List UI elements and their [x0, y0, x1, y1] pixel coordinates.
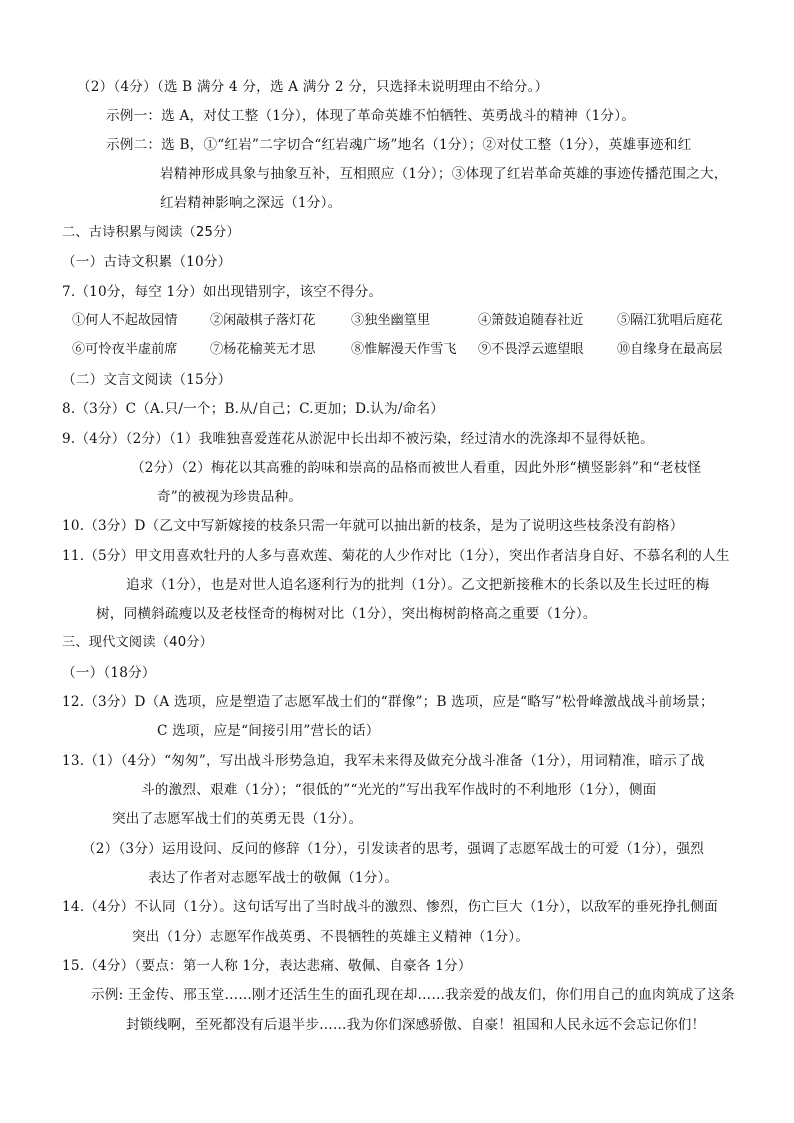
part-2-subsection-1: （一）古诗文积累（10分） [62, 254, 232, 270]
part-3-subsection-1: （一）（18分） [62, 665, 156, 681]
q13-1-answer-line-1: 13.（1）（4分）“匆匆”，写出战斗形势急迫，我军未来得及做充分战斗准备（1分），用词精准，暗示了战 [62, 753, 705, 769]
q14-answer-line-2: 突出（1分）志愿军作战英勇、不畏牺牲的英雄主义精神（1分）。 [132, 929, 530, 945]
part-2-title: 二、古诗积累与阅读（25分） [62, 225, 240, 240]
q9-answer-line-2: （2分）（2）梅花以其高雅的韵味和崇高的品格而被世人看重，因此外形“横竖影斜”和“老枝怪 [131, 460, 702, 476]
q7-instruction: 7.（10分，每空 1分）如出现错别字，该空不得分。 [62, 284, 383, 300]
poem-answer-7: ⑦杨花榆荚无才思 [210, 342, 316, 357]
poem-answer-10: ⑩自缘身在最高层 [617, 342, 723, 357]
poem-answer-5: ⑤隔江犹唱后庭花 [617, 313, 723, 328]
q9-answer-line-3: 奇”的被视为珍贵品种。 [157, 489, 303, 505]
part-2-subsection-2: （二）文言文阅读（15分） [62, 372, 232, 388]
q15-example-line-1: 示例: 王金传、邢玉堂……刚才还活生生的面孔现在却……我亲爱的战友们，你们用自己的血肉筑成了这条 [91, 987, 735, 1003]
q6-2-example-2-line-3: 红岩精神影响之深远（1分）。 [160, 195, 342, 211]
q11-answer-line-1: 11.（5分）甲文用喜欢牡丹的人多与喜欢莲、菊花的人少作对比（1分），突出作者洁身自好、不慕名利的人生 [62, 548, 730, 564]
q12-answer-line-1: 12.（3分）D（A 选项，应是塑造了志愿军战士们的“群像”；B 选项，应是“略写”松骨峰激战战斗前场景； [62, 694, 714, 710]
poem-answer-8: ⑧惟解漫天作雪飞 [351, 342, 457, 357]
q13-1-answer-line-2: 斗的激烈、艰难（1分）；“很低的”“光光的”写出我军作战时的不利地形（1分），侧面 [141, 782, 657, 798]
q6-2-example-2-line-2: 岩精神形成具象与抽象互补，互相照应（1分）；③体现了红岩革命英雄的事迹传播范围之大， [160, 166, 728, 182]
poem-answer-6: ⑥可怜夜半虚前席 [72, 342, 178, 357]
q8-answer: 8.（3分）C（A.只/一个；B.从/自己；C.更加；D.认为/命名） [62, 401, 445, 417]
q9-answer-line-1: 9.（4分）（2分）（1）我唯独喜爱莲花从淤泥中长出却不被污染，经过清水的洗涤却不显得妖艳。 [62, 431, 654, 447]
q12-answer-line-2: C 选项，应是“间接引用”营长的话） [157, 723, 380, 739]
poem-answer-4: ④箫鼓追随春社近 [478, 313, 584, 328]
q15-example-line-2: 封锁线啊，至死都没有后退半步……我为你们深感骄傲、自豪！祖国和人民永远不会忘记你们！ [126, 1017, 706, 1033]
q13-2-answer-line-1: （2）（3分）运用设问、反问的修辞（1分），引发读者的思考，强调了志愿军战士的可爱（1分），强烈 [82, 841, 704, 857]
part-3-title: 三、现代文阅读（40分） [62, 635, 214, 650]
q11-answer-line-3: 树，同横斜疏瘦以及老枝怪奇的梅树对比（1分），突出梅树韵格高之重要（1分）。 [96, 606, 597, 622]
q15-scoring-points: 15.（4分）（要点：第一人称 1分，表达悲痛、敬佩、自豪各 1分） [62, 958, 472, 974]
q6-2-example-2-line-1: 示例二：选 B，①“红岩”二字切合“红岩魂广场”地名（1分）；②对仗工整（1分），英雄事迹和红 [106, 137, 692, 153]
q14-answer-line-1: 14.（4分）不认同（1分）。这句话写出了当时战斗的激烈、惨烈，伤亡巨大（1分），以敌军的垂死挣扎侧面 [62, 899, 718, 915]
poem-answer-9: ⑨不畏浮云遮望眼 [478, 342, 584, 357]
poem-answer-1: ①何人不起故园情 [72, 313, 178, 328]
q13-2-answer-line-2: 表达了作者对志愿军战士的敬佩（1分）。 [148, 870, 399, 886]
q6-2-header: （2）（4分）（选 B 满分 4 分，选 A 满分 2 分，只选择未说明理由不给分。） [77, 79, 549, 95]
poem-answer-2: ②闲敲棋子落灯花 [210, 313, 316, 328]
poem-answer-3: ③独坐幽篁里 [351, 313, 431, 328]
q6-2-example-1: 示例一：选 A，对仗工整（1分），体现了革命英雄不怕牺牲、英勇战斗的精神（1分）。 [106, 108, 636, 124]
q13-1-answer-line-3: 突出了志愿军战士们的英勇无畏（1分）。 [112, 811, 363, 827]
q11-answer-line-2: 追求（1分），也是对世人追名逐利行为的批判（1分）。乙文把新接稚木的长条以及生长过旺的梅 [126, 577, 710, 593]
q10-answer: 10.（3分）D（乙文中写新嫁接的枝条只需一年就可以抽出新的枝条，是为了说明这些枝条没有韵格） [62, 518, 684, 534]
